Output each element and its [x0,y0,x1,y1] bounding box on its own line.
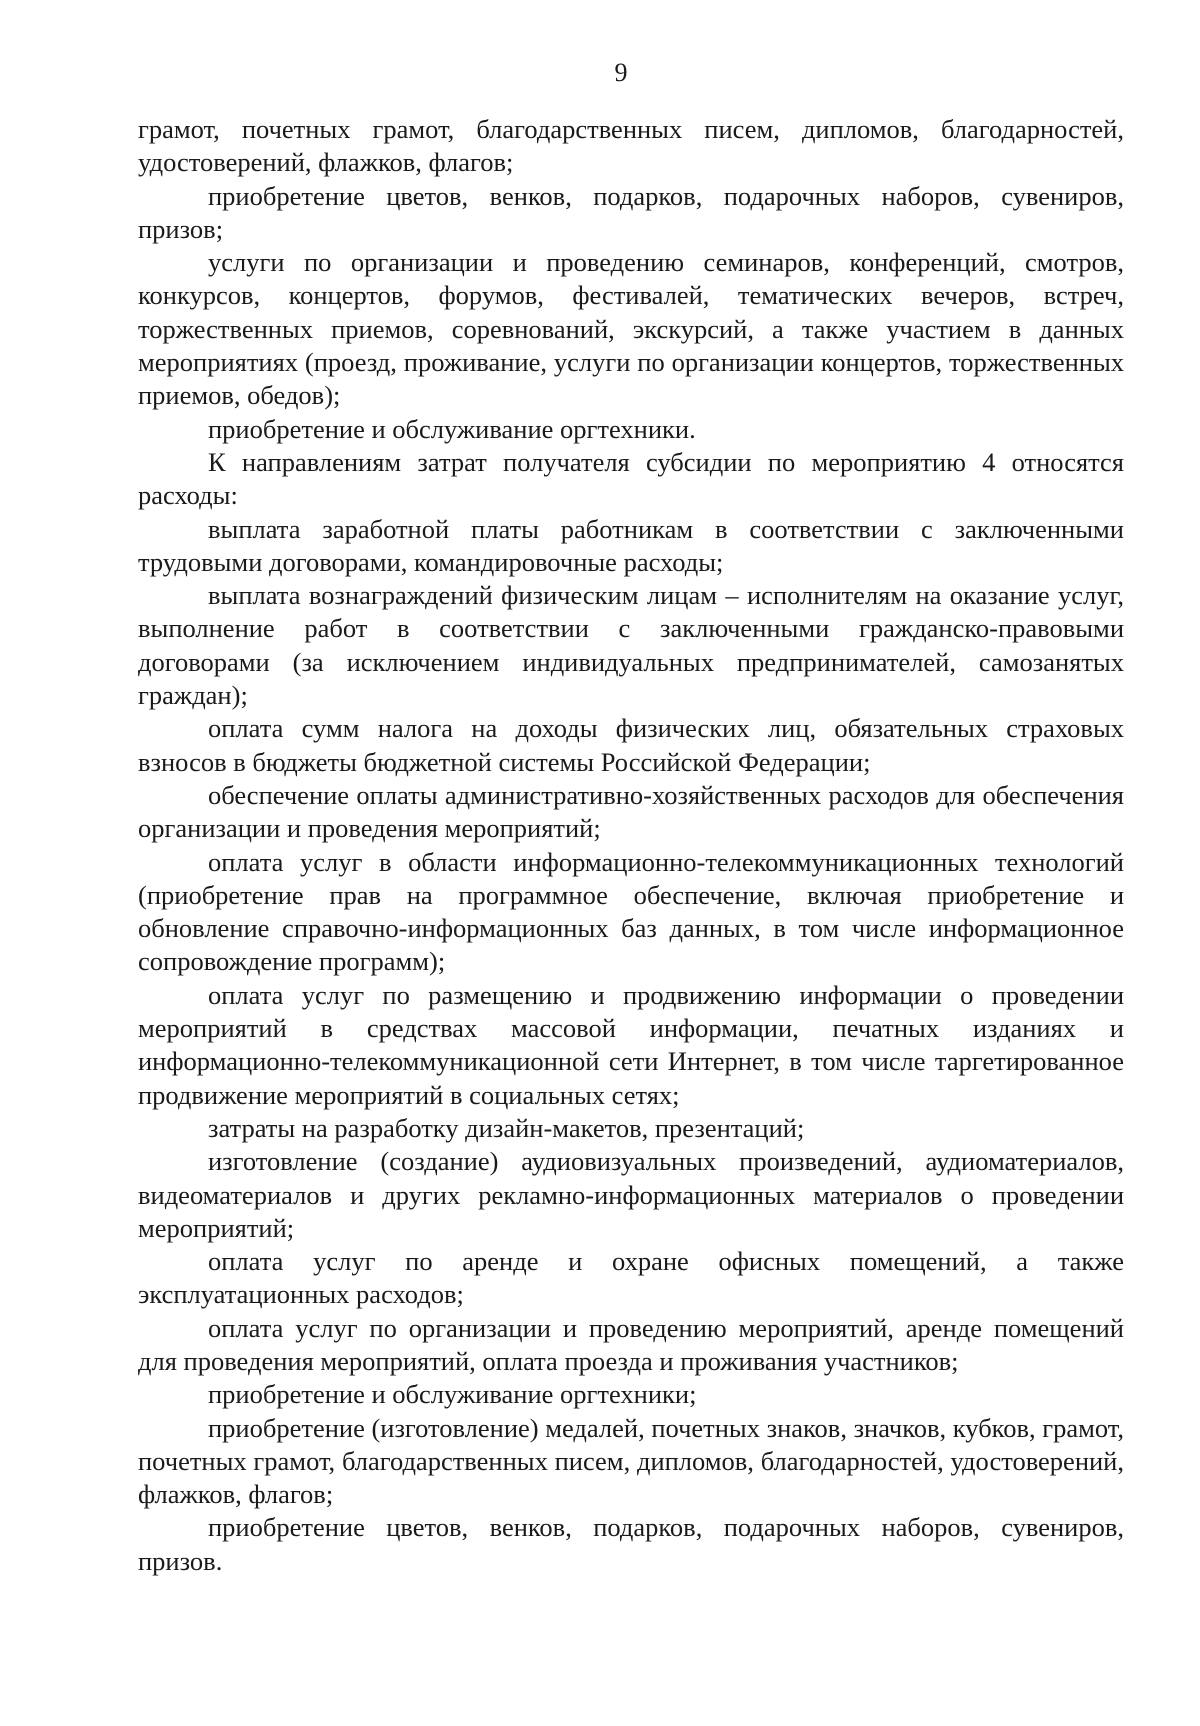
paragraph-event-services: услуги по организации и проведению семинаров, конференций, смотров, конкурсов, концертов, форумов, фестивалей, тематических вечеров, встреч, торжественных приемов, соревнований, экскурсий, а также участием в данных мероприятиях (проезд, проживание, услуги по организации концертов, торжественных приемов, обедов); [138,247,1124,411]
paragraph-office-equipment: приобретение и обслуживание оргтехники. [208,413,696,444]
paragraph-audiovisual: изготовление (создание) аудиовизуальных произведений, аудиоматериалов, видеоматериалов и других рекламно-информационных материалов о проведении мероприятий; [138,1146,1124,1243]
paragraph-office-rent: оплата услуг по аренде и охране офисных помещений, а также эксплуатационных расходов; [138,1246,1124,1310]
page-number: 9 [614,58,628,87]
paragraph-taxes: оплата сумм налога на доходы физических лиц, обязательных страховых взносов в бюджеты бюджетной системы Российской Федерации; [138,713,1124,777]
paragraph-event-organization: оплата услуг по организации и проведению мероприятий, аренде помещений для проведения мероприятий, оплата проезда и проживания участников; [138,1312,1124,1376]
paragraph-flowers-gifts-2: приобретение цветов, венков, подарков, подарочных наборов, сувениров, призов. [138,1512,1124,1576]
paragraph-design-layouts: затраты на разработку дизайн-макетов, презентаций; [208,1112,805,1143]
paragraph-flowers-gifts: приобретение цветов, венков, подарков, подарочных наборов, сувениров, призов; [138,180,1124,244]
paragraph-continuation: грамот, почетных грамот, благодарственных писем, дипломов, благодарностей, удостоверений, флажков, флагов; [138,114,1124,178]
document-body [138,113,1124,1578]
paragraph-admin-expenses: обеспечение оплаты административно-хозяйственных расходов для обеспечения организации и проведения мероприятий; [138,779,1124,844]
paragraph-media-promotion: оплата услуг по размещению и продвижению информации о проведении мероприятий в средствах массовой информации, печатных изданиях и информационно-телекоммуникационной сети Интернет, в том числе таргетированное продвижение мероприятий в социальных сетях; [138,979,1124,1110]
paragraph-salary: выплата заработной платы работникам в соответствии с заключенными трудовыми договорами, командировочные расходы; [138,513,1124,577]
paragraph-office-equipment-2: приобретение и обслуживание оргтехники; [208,1379,697,1410]
paragraph-contractor-fees: выплата вознаграждений физическим лицам – исполнителям на оказание услуг, выполнение работ в соответствии с заключенными гражданско-правовыми договорами (за исключением индивидуальных предпринимателей, самозанятых граждан); [138,580,1124,711]
paragraph-ict-services: оплата услуг в области информационно-телекоммуникационных технологий (приобретение прав на программное обеспечение, включая приобретение и обновление справочно-информационных баз данных, в том числе информационное сопровождение программ); [138,846,1124,977]
paragraph-measure-4-intro: К направлениям затрат получателя субсидии по мероприятию 4 относятся расходы: [138,446,1124,511]
paragraph-awards: приобретение (изготовление) медалей, почетных знаков, значков, кубков, грамот, почетных грамот, благодарственных писем, дипломов, благодарностей, удостоверений, флажков, флагов; [138,1412,1124,1510]
